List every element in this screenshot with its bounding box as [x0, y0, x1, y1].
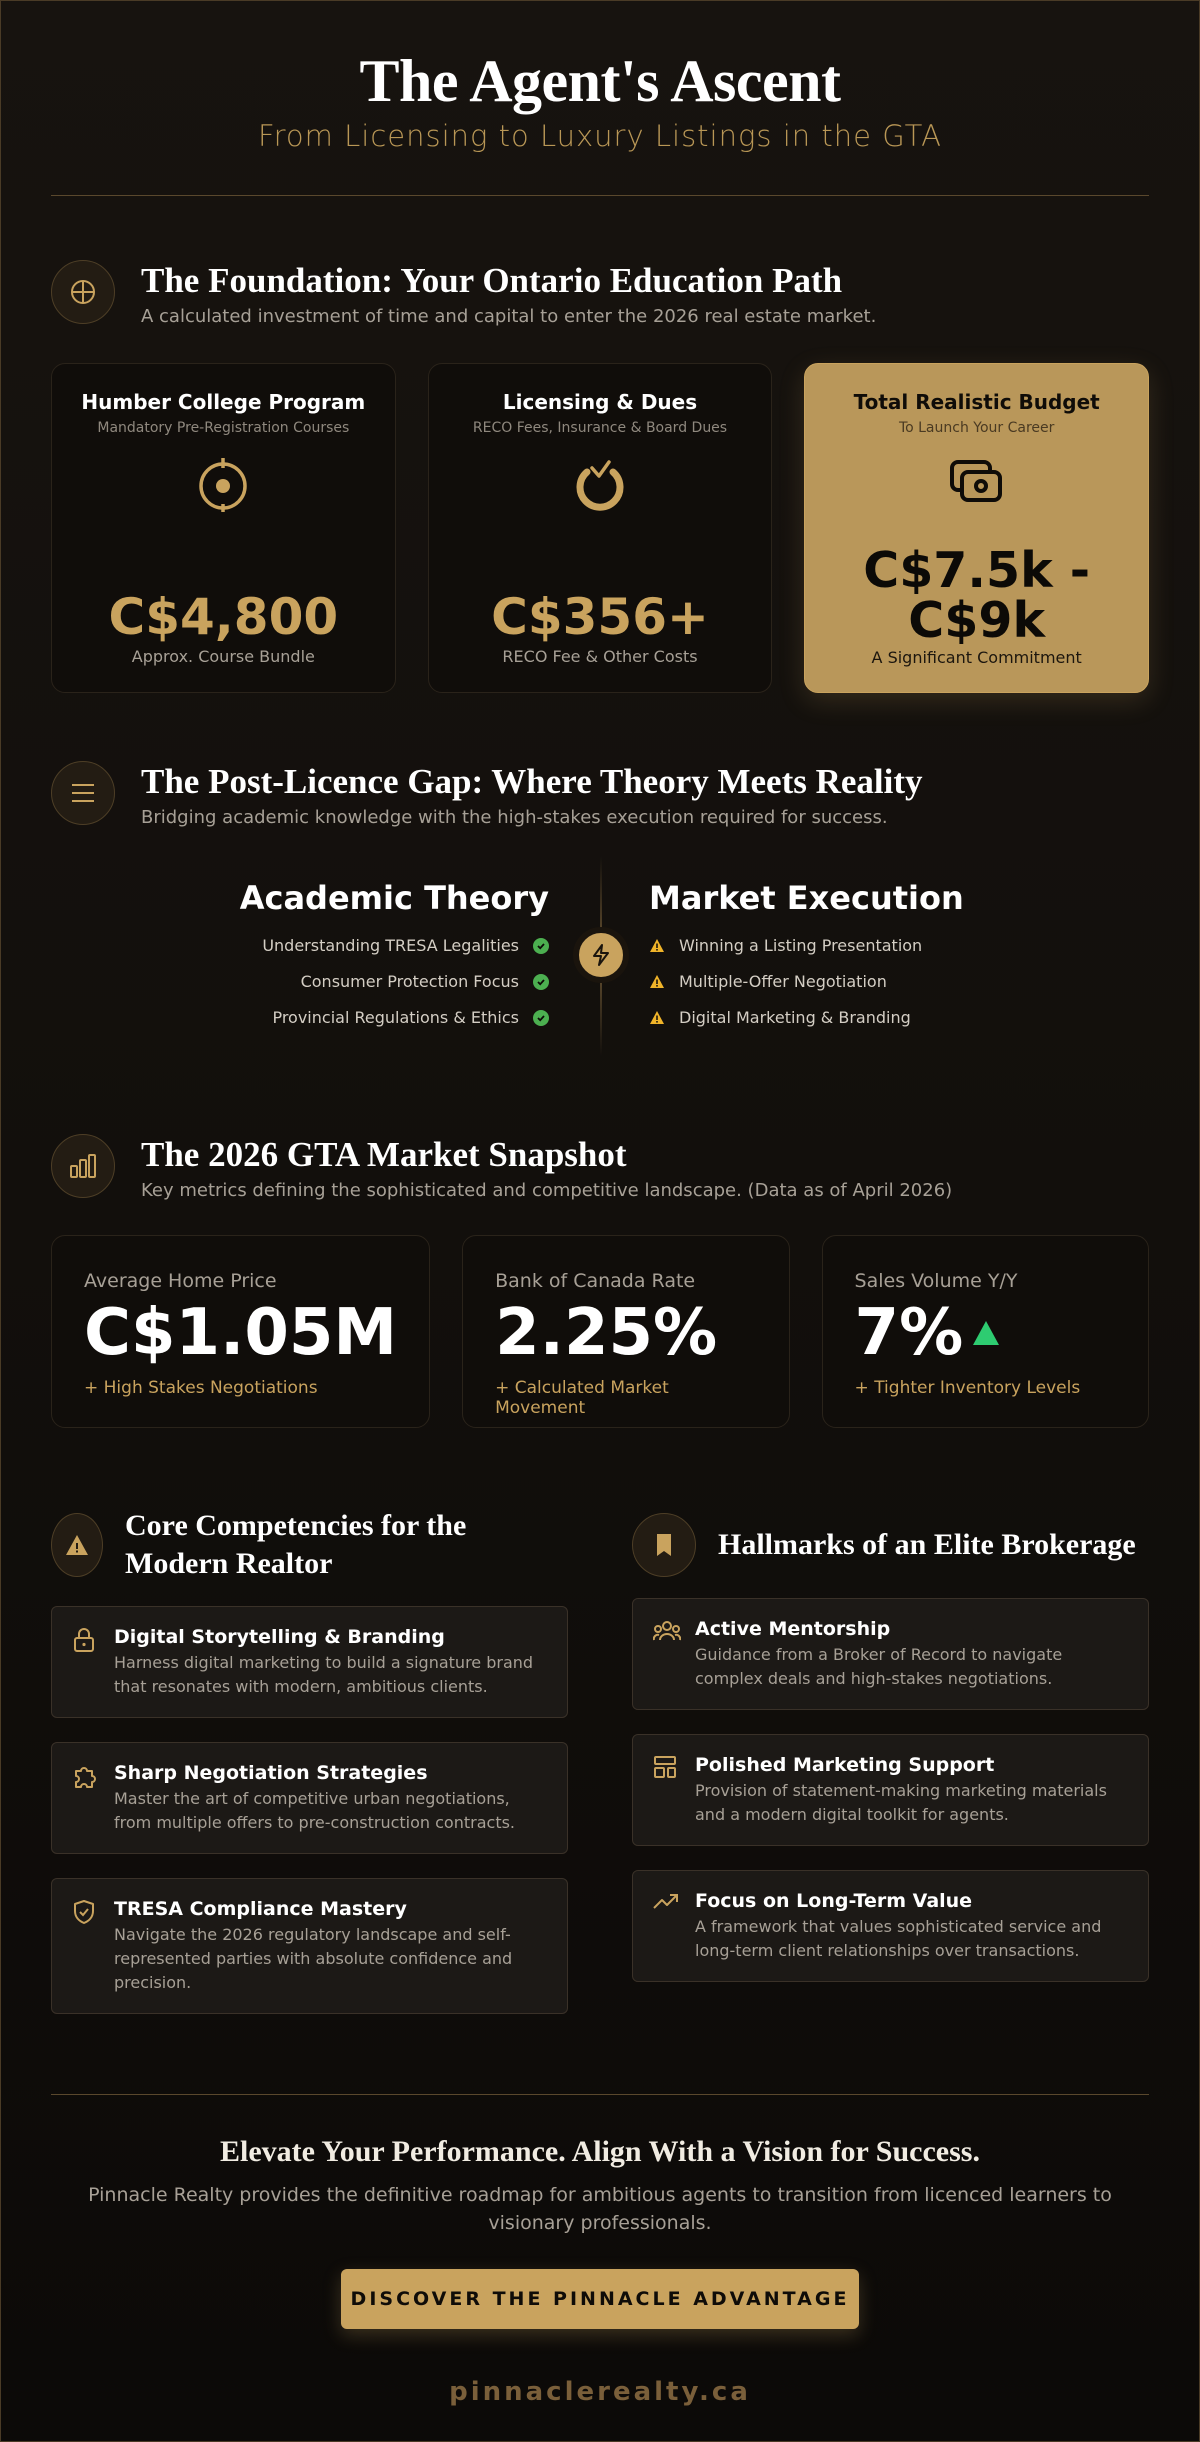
section-title: The Post-Licence Gap: Where Theory Meets Reality: [141, 762, 923, 801]
check-icon: [533, 938, 549, 954]
stat-note: + High Stakes Negotiations: [84, 1378, 318, 1398]
card-description: Harness digital marketing to build a signature brand that resonates with modern, ambitious clients.: [114, 1653, 534, 1696]
card-note: A Significant Commitment: [871, 648, 1082, 667]
compass-icon: [51, 260, 115, 324]
card-description: A framework that values sophisticated service and long-term client relationships over transactions.: [695, 1917, 1102, 1960]
card-value: C$4,800: [108, 588, 339, 646]
card-value-line2: C$9k: [908, 592, 1046, 649]
stat-card-sales-volume: [822, 1235, 1149, 1428]
stat-note: + Calculated Market Movement: [495, 1378, 669, 1418]
market-section: [51, 1134, 1149, 1428]
warning-icon: [649, 938, 665, 954]
hallmarks-column: [632, 1498, 1149, 2014]
stat-label: Bank of Canada Rate: [495, 1270, 696, 1292]
section-description: Key metrics defining the sophisticated and competitive landscape. (Data as of April 2026): [141, 1180, 953, 1201]
lock-icon: [72, 1625, 98, 1699]
warning-icon: [51, 1513, 103, 1577]
item-text: Provincial Regulations & Ethics: [272, 1008, 519, 1027]
stat-value-text: 2.25%: [495, 1296, 718, 1370]
budget-card-course: [51, 363, 396, 693]
item-text: Understanding TRESA Legalities: [262, 936, 519, 955]
card-title: Polished Marketing Support: [695, 1754, 995, 1776]
budget-card-total: [804, 363, 1149, 693]
list-item: [240, 1000, 549, 1036]
list-item: [649, 1000, 964, 1036]
foundation-section: [51, 260, 1149, 693]
stat-value-text: 7%: [854, 1296, 964, 1370]
card-title: Digital Storytelling & Branding: [114, 1626, 445, 1648]
competency-card: [51, 1878, 568, 2014]
stat-value: [855, 1298, 1116, 1368]
item-text: Digital Marketing & Branding: [679, 1008, 911, 1027]
shield-check-icon: [72, 1897, 98, 1995]
stat-value: [495, 1298, 756, 1368]
page-subtitle: From Licensing to Luxury Listings in the GTA: [258, 119, 942, 153]
card-title: Total Realistic Budget: [853, 390, 1100, 414]
academic-theory-column: [240, 878, 549, 1036]
list-item: [649, 928, 964, 964]
stat-value-text: C$1.05M: [84, 1296, 398, 1370]
card-description: Master the art of competitive urban negotiations, from multiple offers to pre-construction contracts.: [114, 1789, 516, 1832]
section-description: Bridging academic knowledge with the high-stakes execution required for success.: [141, 807, 888, 828]
list-item: [240, 928, 549, 964]
card-title: Focus on Long-Term Value: [695, 1890, 973, 1912]
hallmark-card: [632, 1734, 1149, 1846]
card-note: Approx. Course Bundle: [131, 647, 315, 666]
column-title: Core Competencies for the Modern Realtor: [125, 1509, 467, 1580]
card-title: TRESA Compliance Mastery: [114, 1898, 407, 1920]
stat-card-home-price: [51, 1235, 430, 1428]
competency-card: [51, 1606, 568, 1718]
column-title: Academic Theory: [239, 879, 549, 917]
divider: [51, 2094, 1149, 2095]
competencies-column: [51, 1498, 568, 2014]
card-subtitle: RECO Fees, Insurance & Board Dues: [472, 420, 728, 436]
budget-card-licensing: [428, 363, 773, 693]
section-title: The 2026 GTA Market Snapshot: [141, 1135, 627, 1174]
target-icon: [52, 456, 395, 516]
stat-card-boc-rate: [462, 1235, 789, 1428]
cta-description: Pinnacle Realty provides the definitive roadmap for ambitious agents to transition from licenced learners to visionary professionals.: [88, 2184, 1112, 2234]
card-title: Licensing & Dues: [502, 390, 698, 414]
column-title: Hallmarks of an Elite Brokerage: [718, 1528, 1136, 1561]
competency-card: [51, 1742, 568, 1854]
team-icon: [653, 1617, 679, 1691]
trend-up-icon: [971, 1319, 1001, 1347]
card-description: Navigate the 2026 regulatory landscape and self-represented parties with absolute confidence and precision.: [114, 1925, 513, 1992]
card-value: C$356+: [491, 588, 709, 646]
section-description: A calculated investment of time and capital to enter the 2026 real estate market.: [141, 306, 877, 327]
discover-button[interactable]: DISCOVER THE PINNACLE ADVANTAGE: [341, 2269, 859, 2329]
card-value-line1: C$7.5k -: [863, 542, 1091, 599]
column-title: Market Execution: [649, 879, 964, 917]
card-note: RECO Fee & Other Costs: [502, 647, 698, 666]
stat-label: Average Home Price: [84, 1270, 277, 1292]
website-link[interactable]: pinnaclerealty.ca: [449, 2377, 751, 2407]
puzzle-icon: [72, 1761, 98, 1835]
money-icon: [805, 456, 1148, 516]
market-execution-column: [649, 878, 964, 1036]
two-column-section: [51, 1498, 1149, 2014]
trending-up-icon: [653, 1889, 679, 1963]
stat-label: Sales Volume Y/Y: [854, 1270, 1018, 1292]
item-text: Multiple-Offer Negotiation: [679, 972, 887, 991]
list-item: [649, 964, 964, 1000]
card-title: Active Mentorship: [695, 1618, 891, 1640]
warning-icon: [649, 1010, 665, 1026]
check-icon: [533, 974, 549, 990]
card-description: Provision of statement-making marketing materials and a modern digital toolkit for agents.: [695, 1781, 1107, 1824]
cta-title: Elevate Your Performance. Align With a Vision for Success.: [220, 2135, 980, 2168]
stat-value: [84, 1298, 397, 1368]
lightning-icon: [573, 927, 629, 983]
list-item: [240, 964, 549, 1000]
theory-vs-execution: [51, 856, 1149, 1076]
bookmark-icon: [632, 1513, 696, 1577]
divider: [51, 195, 1149, 196]
cta-section: [51, 2135, 1149, 2407]
badge-check-icon: [429, 456, 772, 516]
check-icon: [533, 1010, 549, 1026]
warning-icon: [649, 974, 665, 990]
card-value: [805, 542, 1148, 649]
hallmark-card: [632, 1598, 1149, 1710]
stat-note: + Tighter Inventory Levels: [854, 1378, 1081, 1398]
item-text: Consumer Protection Focus: [300, 972, 519, 991]
bar-chart-icon: [51, 1134, 115, 1198]
card-description: Guidance from a Broker of Record to navigate complex deals and high-stakes negotiations.: [695, 1645, 1063, 1688]
card-title: Humber College Program: [81, 390, 366, 414]
page-title: The Agent's Ascent: [359, 48, 841, 114]
item-text: Winning a Listing Presentation: [679, 936, 923, 955]
hallmark-card: [632, 1870, 1149, 1982]
gap-section: [51, 761, 1149, 1076]
section-title: The Foundation: Your Ontario Education Path: [141, 261, 843, 300]
card-subtitle: Mandatory Pre-Registration Courses: [97, 420, 350, 436]
card-title: Sharp Negotiation Strategies: [114, 1762, 428, 1784]
card-subtitle: To Launch Your Career: [898, 420, 1055, 436]
layout-icon: [653, 1753, 679, 1827]
hero: [51, 1, 1149, 195]
menu-icon: [51, 761, 115, 825]
